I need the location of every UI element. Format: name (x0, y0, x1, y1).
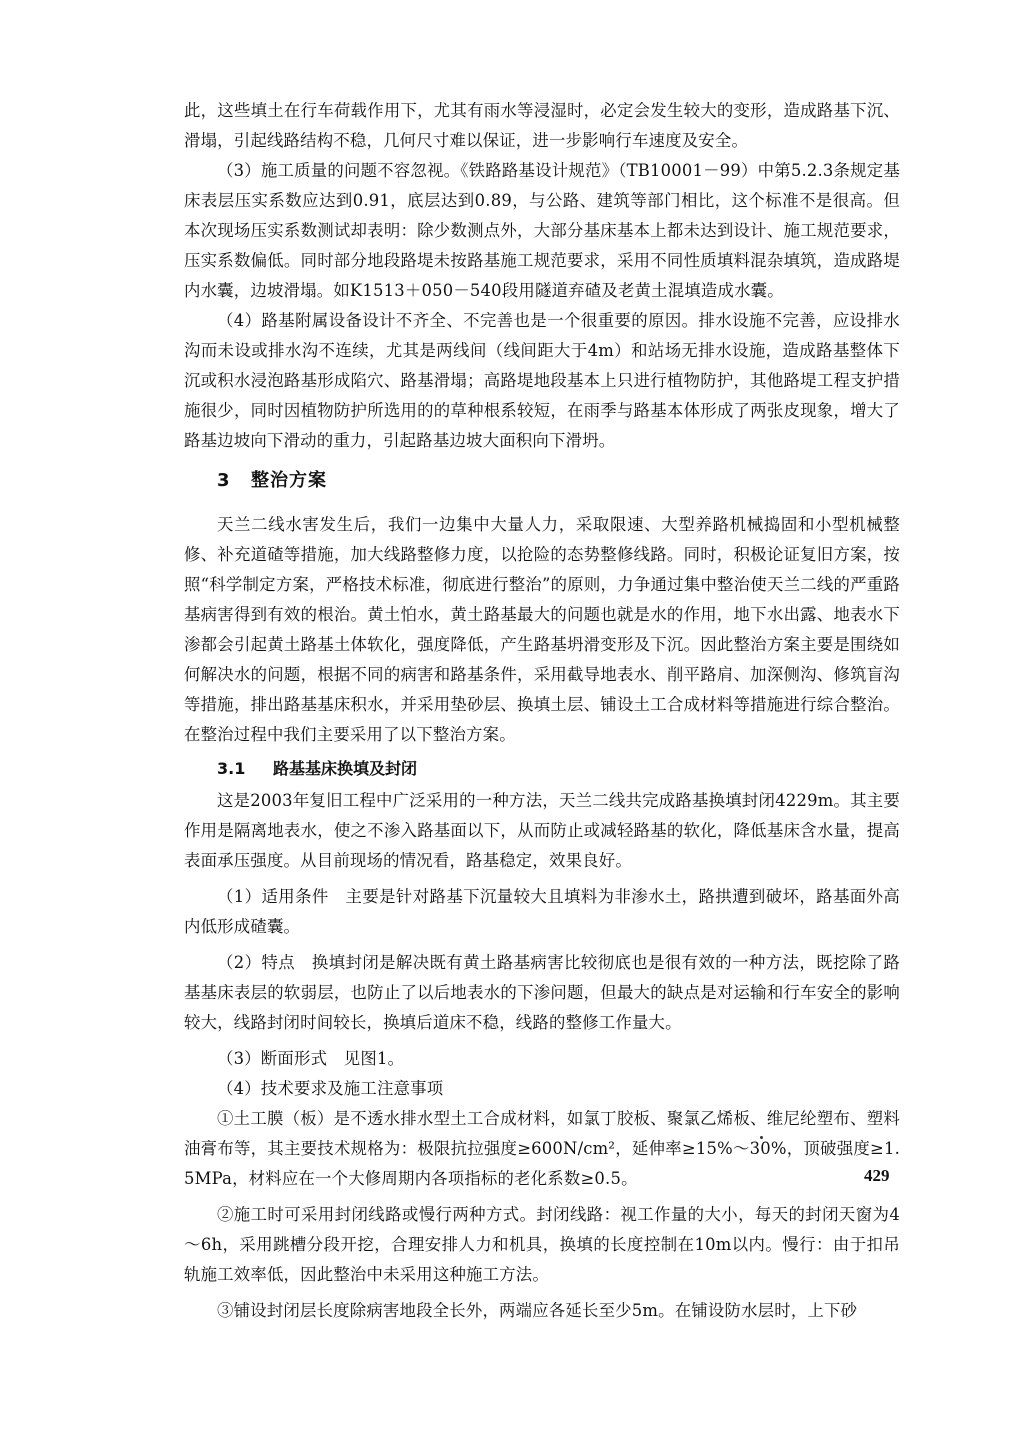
page-number: 429 (864, 1166, 890, 1185)
subsection-number: 3.1 (217, 759, 246, 778)
scan-speck (760, 1136, 763, 1139)
paragraph-continuation: 此，这些填土在行车荷载作用下，尤其有雨水等浸湿时，必定会发生较大的变形，造成路基下沉、滑塌，引起线路结构不稳，几何尺寸难以保证，进一步影响行车速度及安全。 (184, 101, 900, 150)
paragraph-sealing-layer: ③铺设封闭层长度除病害地段全长外，两端应各延长至少5m。在铺设防水层时，上下砂 (217, 1301, 858, 1320)
subsection-title: 路基基床换填及封闭 (273, 759, 418, 778)
paragraph-characteristics: （2）特点 换填封闭是解决既有黄土路基病害比较彻底也是很有效的一种方法，既挖除了路基基床表层的软弱层，也防止了以后地表水的下渗问题，但最大的缺点是对运输和行车安全的影响较大，线路封闭时间较长，换填后道床不稳，线路的整修工作量大。 (184, 953, 900, 1032)
paragraph-applicable-conditions: （1）适用条件 主要是针对路基下沉量较大且填料为非渗水土，路拱遭到破坏，路基面外高内低形成碴囊。 (184, 887, 900, 936)
paragraph-technical-requirements: （4）技术要求及施工注意事项 (217, 1079, 444, 1098)
paragraph-construction-quality: （3）施工质量的问题不容忽视。《铁路路基设计规范》（TB10001－99）中第5.2.3条规定基床表层压实系数应达到0.91，底层达到0.89，与公路、建筑等部门相比，这个标准不是很高。但本次现场压实系数测试却表明：除少数测点外，大部分基床基本上都未达到设计、施工规范要求，压实系数偏低。同时部分地段路堤未按路基施工规范要求，采用不同性质填料混杂填筑，造成路堤内水囊，边坡滑塌。如K1513＋050－540段用隧道弃碴及老黄土混填造成水囊。 (184, 161, 900, 300)
body-text (184, 96, 900, 1326)
section-heading (184, 466, 900, 496)
paragraph-replacement-method: 这是2003年复旧工程中广泛采用的一种方法，天兰二线共完成路基换填封闭4229m。其主要作用是隔离地表水，使之不渗入路基面以下，从而防止或减轻路基的软化，降低基床含水量，提高表面承压强度。从目前现场的情况看，路基稳定，效果良好。 (184, 791, 900, 870)
paragraph-geomembrane: ①土工膜（板）是不透水排水型土工合成材料，如氯丁胶板、聚氯乙烯板、维尼纶塑布、塑料油膏布等，其主要技术规格为：极限抗拉强度≥600N/cm²，延伸率≥15%～30%，顶破强度≥1.5MPa，材料应在一个大修周期内各项指标的老化系数≥0.5。 (184, 1109, 900, 1188)
section-number: 3 (217, 470, 231, 491)
section-title: 整治方案 (251, 470, 327, 491)
paragraph-section-form: （3）断面形式 见图1。 (217, 1049, 405, 1068)
paragraph-remediation-overview: 天兰二线水害发生后，我们一边集中大量人力，采取限速、大型养路机械捣固和小型机械整修、补充道碴等措施，加大线路整修力度，以抢险的态势整修线路。同时，积极论证复旧方案，按照“科学制定方案，严格技术标准，彻底进行整治”的原则，力争通过集中整治使天兰二线的严重路基病害得到有效的根治。黄土怕水，黄土路基最大的问题也就是水的作用，地下水出露、地表水下渗都会引起黄土路基土体软化，强度降低，产生路基坍滑变形及下沉。因此整治方案主要是围绕如何解决水的问题，根据不同的病害和路基条件，采用截导地表水、削平路肩、加深侧沟、修筑盲沟等措施，排出路基基床积水，并采用垫砂层、换填土层、铺设土工合成材料等措施进行综合整治。在整治过程中我们主要采用了以下整治方案。 (184, 515, 900, 744)
paragraph-construction-modes: ②施工时可采用封闭线路或慢行两种方式。封闭线路：视工作量的大小，每天的封闭天窗为4～6h，采用跳槽分段开挖，合理安排人力和机具，换填的长度控制在10m以内。慢行：由于扣吊轨施工效率低，因此整治中未采用这种施工方法。 (184, 1205, 900, 1284)
subsection-heading (184, 754, 900, 784)
paragraph-auxiliary-equipment: （4）路基附属设备设计不齐全、不完善也是一个很重要的原因。排水设施不完善，应设排水沟而未设或排水沟不连续，尤其是两线间（线间距大于4m）和站场无排水设施，造成路基整体下沉或积水浸泡路基形成陷穴、路基滑塌；高路堤地段基本上只进行植物防护，其他路堤工程支护措施很少，同时因植物防护所选用的的草种根系较短，在雨季与路基本体形成了两张皮现象，增大了路基边坡向下滑动的重力，引起路基边坡大面积向下滑坍。 (184, 311, 900, 450)
